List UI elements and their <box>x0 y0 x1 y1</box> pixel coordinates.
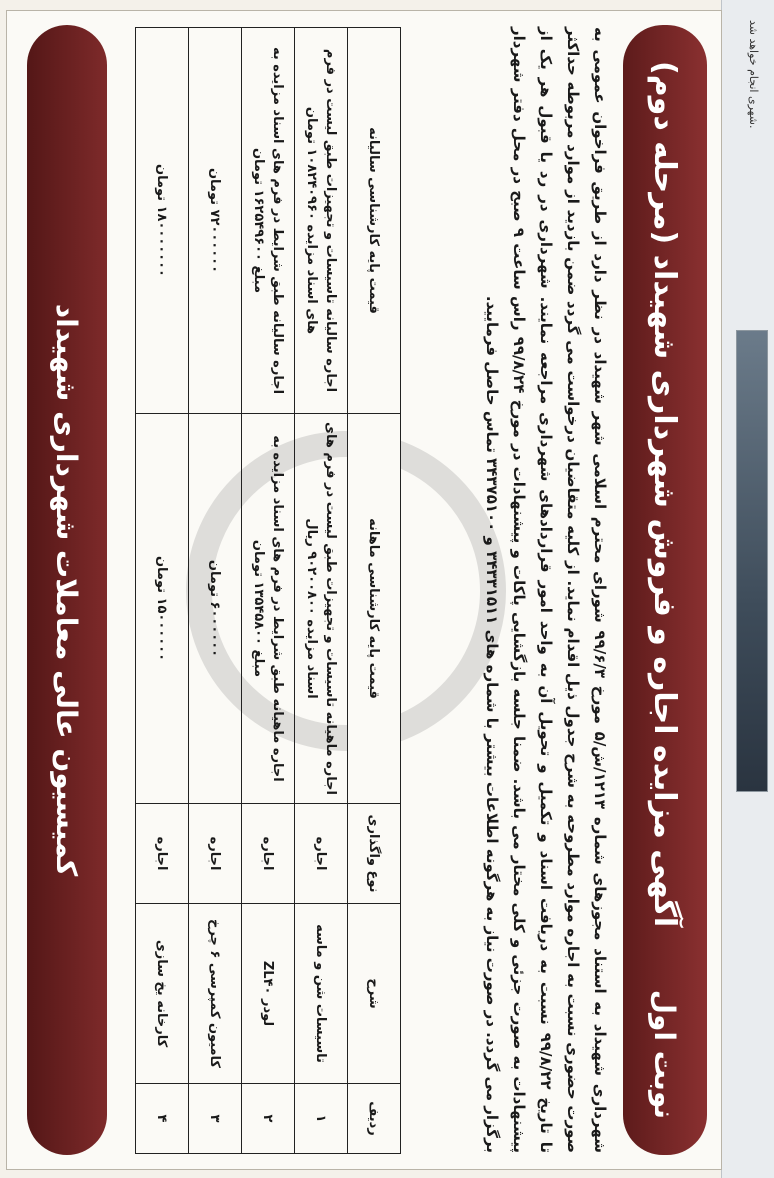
adjacent-photo <box>736 330 768 792</box>
cell-monthly-price: ۱۵۰۰۰۰۰۰ تومان <box>136 414 189 804</box>
cell-annual-price: اجاره سالیانه طبق شرایط در فرم های اسناد مزایده به مبلغ ۱۶۲۵۴۹۶۰۰ تومان <box>242 28 295 414</box>
notice-paragraph: شهرداری شهیداد به استناد مجوزهای شماره ۱۲۱۳/ش/۵ مورخ ۹۹/۶/۳ شورای محترم اسلامی شهر شهیداد در نظر دارد از طریق فراخوان عمومی به صورت حضوری نسبت به اجاره موارد مطروحه به شرح جدول ذیل اقدام نماید. از کلیه متقاضیان درخواست می گردد ضمن بازدید از موارد مربوطه حداکثر تا تاریخ ۹۹/۸/۲۲ نسبت به دریافت اسناد و تکمیل و تحویل آن به واحد امور قراردادهای شهرداری مراجعه نمایند. شهرداری در رد یا قبول هر یک از پیشنهادات به صورت جزئی و کلی مختار می باشد. ضمنا جلسه بازگشایی پاکات و پیشنهادات در مورخ ۹۹/۸/۲۴ راس ساعت ۹ صبح در محل دفتر شهردار برگزار می گردد. در صورت نیاز به هرگونه اطلاعات بیشتر با شماره های ۳۴۳۳۱۵۱۱ و ۳۴۳۷۵۱۰۰ تماس حاصل فرمایید. <box>483 27 609 1153</box>
table-row <box>189 28 242 1154</box>
cell-description: کارخانه یخ سازی <box>136 904 189 1084</box>
table-row <box>242 28 295 1154</box>
cell-row-number: ۳ <box>189 1084 242 1154</box>
cell-annual-price: اجاره سالیانه تاسیسات و تجهیزات طبق لیست در فرم های اسناد مزایده ۱۰۸۲۴۰۹۶۰ تومان <box>295 28 348 414</box>
notice-sheet <box>6 10 722 1170</box>
cell-transfer-type: اجاره <box>189 804 242 904</box>
footer-banner <box>27 25 107 1155</box>
table-row <box>295 28 348 1154</box>
cell-description: لودر ZL۴۰ <box>242 904 295 1084</box>
cell-row-number: ۱ <box>295 1084 348 1154</box>
footer-signature: کمیسیون عالی معاملات شهرداری شهیداد <box>50 303 84 877</box>
adjacent-column <box>721 0 774 1178</box>
header-transfer-type: نوع واگذاری <box>348 804 401 904</box>
auction-table <box>135 27 401 1154</box>
adjacent-column-caption: شهری انجام خواهد شد. <box>747 20 760 129</box>
cell-row-number: ۲ <box>242 1084 295 1154</box>
cell-monthly-price: اجاره ماهیانه تاسیسات و تجهیزات طبق لیست در فرم های اسناد مزایده ۹۰۲۰۰۸۰۰ ریال <box>295 414 348 804</box>
header-monthly-price: قیمت پایه کارشناسی ماهانه <box>348 414 401 804</box>
cell-description: تاسیسات شن و ماسه <box>295 904 348 1084</box>
header-annual-price: قیمت پایه کارشناسی سالیانه <box>348 28 401 414</box>
cell-transfer-type: اجاره <box>136 804 189 904</box>
notice-body <box>478 27 613 1153</box>
cell-monthly-price: ۶۰۰۰۰۰۰ تومان <box>189 414 242 804</box>
table-row <box>136 28 189 1154</box>
rotated-notice <box>7 11 721 1169</box>
cell-annual-price: ۷۲۰۰۰۰۰۰ تومان <box>189 28 242 414</box>
header-row-number: ردیف <box>348 1084 401 1154</box>
header-description: شرح <box>348 904 401 1084</box>
notice-round: نوبت اول <box>648 989 682 1119</box>
cell-monthly-price: اجاره ماهیانه طبق شرایط در فرم های اسناد مزایده به مبلغ ۱۳۵۴۵۸۰۰ تومان <box>242 414 295 804</box>
cell-description: کامیون کمپرسی ۶ چرخ <box>189 904 242 1084</box>
cell-row-number: ۴ <box>136 1084 189 1154</box>
title-banner <box>623 25 707 1155</box>
cell-transfer-type: اجاره <box>242 804 295 904</box>
notice-title: آگهی مزایده اجاره و فروش شهرداری شهیداد (مرحله دوم) <box>647 61 683 928</box>
cell-annual-price: ۱۸۰۰۰۰۰۰۰ تومان <box>136 28 189 414</box>
cell-transfer-type: اجاره <box>295 804 348 904</box>
table-header-row <box>348 28 401 1154</box>
